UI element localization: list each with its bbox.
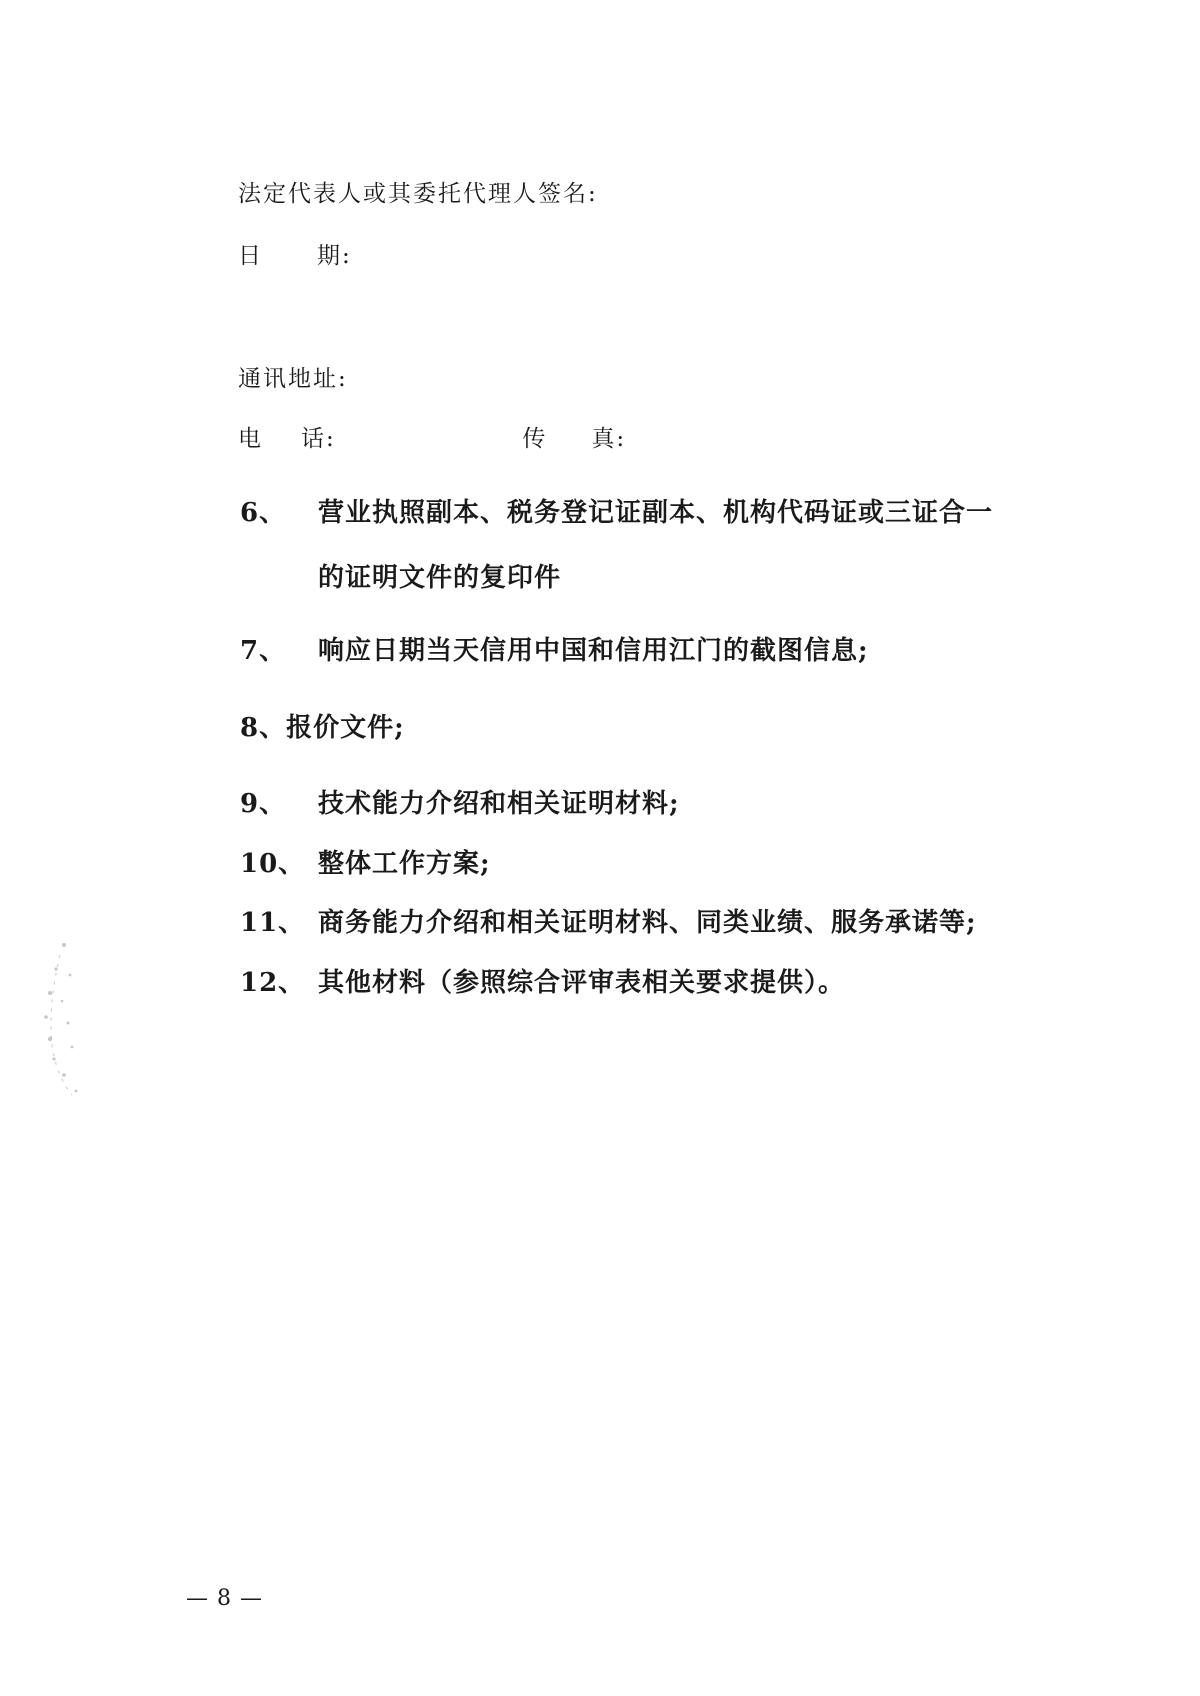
date-label-part1: 日 — [238, 243, 263, 269]
phone-label-part1: 电 — [238, 426, 263, 452]
list-item-number: 8、 — [240, 713, 287, 743]
signer-label-row — [238, 175, 598, 208]
list-item-text: 整体工作方案; — [318, 849, 491, 879]
signer-label: 法定代表人或其委托代理人签名: — [238, 181, 598, 207]
list-item — [240, 902, 1060, 939]
list-item-number: 11、 — [240, 908, 306, 938]
list-item-text: 其他材料（参照综合评审表相关要求提供）。 — [318, 968, 846, 998]
list-item-text: 营业执照副本、税务登记证副本、机构代码证或三证合一 — [318, 498, 994, 528]
seal-edge-icon — [20, 935, 90, 1105]
fax-label-part1: 传 — [522, 426, 548, 452]
phone-fax-row — [238, 420, 626, 453]
list-item-continuation: 的证明文件的复印件 — [318, 563, 562, 593]
date-label-part2: 期: — [317, 243, 352, 269]
page-number: — 8 — — [186, 1586, 263, 1611]
fax-label-part2: 真: — [591, 426, 627, 452]
address-label-row — [238, 360, 348, 393]
list-item-text: 响应日期当天信用中国和信用江门的截图信息; — [318, 636, 869, 666]
list-item-number: 7、 — [240, 636, 287, 666]
address-label: 通讯地址: — [238, 366, 348, 392]
phone-label-part2: 话: — [301, 426, 336, 452]
list-item — [240, 707, 1060, 744]
list-item — [240, 962, 1060, 999]
list-item-text: 技术能力介绍和相关证明材料; — [318, 789, 680, 819]
list-item-number: 12、 — [240, 968, 306, 998]
date-label-row — [238, 237, 352, 270]
list-item — [240, 843, 1060, 880]
list-item-number: 9、 — [240, 789, 287, 819]
list-item-text: 报价文件; — [286, 713, 405, 743]
list-item — [240, 783, 1060, 820]
list-item-text: 商务能力介绍和相关证明材料、同类业绩、服务承诺等; — [318, 908, 977, 938]
list-item — [240, 630, 1060, 667]
list-item-number: 10、 — [240, 849, 306, 879]
list-item — [240, 492, 1060, 594]
list-item-number: 6、 — [240, 498, 287, 528]
